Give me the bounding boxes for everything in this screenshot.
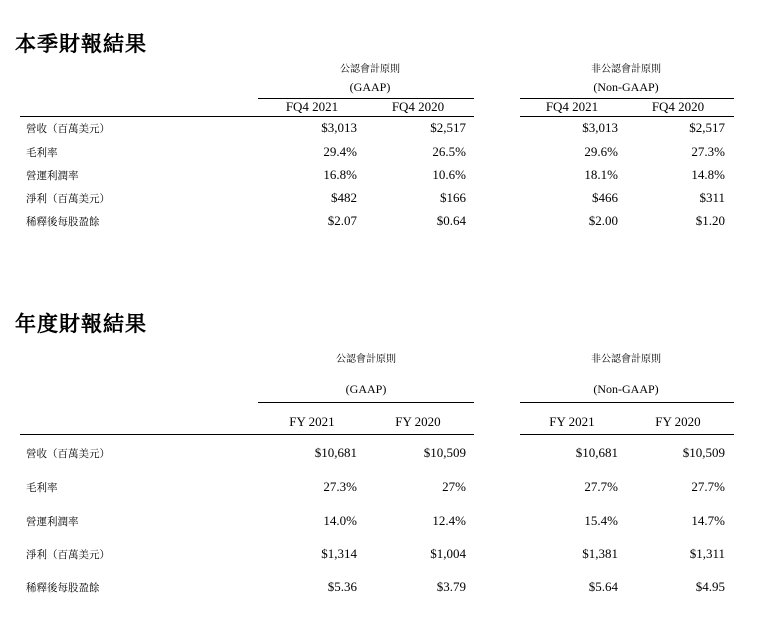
nongaap-label-cn: 非公認會計原則 [591,64,661,75]
column-header: FQ4 2020 [391,99,445,114]
gaap-label: (GAAP) [345,382,387,396]
row-label: 營收（百萬美元） [26,448,110,460]
table-cell: $0.64 [436,213,466,228]
table-cell: 10.6% [432,167,466,182]
table-cell: $1,314 [321,546,357,561]
table-cell: 16.8% [323,167,357,182]
table-cell: $5.64 [588,579,618,594]
row-label: 營收（百萬美元） [26,123,110,135]
table-cell: 14.7% [691,513,725,528]
table-cell: $4.95 [695,579,725,594]
table-rule [520,434,734,435]
column-header: FQ4 2021 [285,99,339,114]
table-cell: 27.7% [691,479,725,494]
column-header: FQ4 2021 [545,99,599,114]
table-rule [520,116,734,117]
table-cell: 27.3% [323,479,357,494]
table-cell: $1,311 [689,546,725,561]
table-cell: 12.4% [432,513,466,528]
table-rule [20,434,474,435]
column-header: FY 2020 [395,414,441,429]
gaap-label: (GAAP) [349,80,391,94]
row-label: 營運利潤率 [26,516,79,528]
quarterly-results-section [0,0,768,300]
column-header: FY 2021 [289,414,335,429]
row-label: 稀釋後每股盈餘 [26,216,100,228]
table-cell: $1.20 [695,213,725,228]
column-header: FQ4 2020 [651,99,705,114]
table-cell: $10,681 [314,445,357,460]
table-cell: $3,013 [321,120,357,135]
table-cell: $5.36 [327,579,357,594]
table-cell: $10,681 [575,445,618,460]
annual-results-section [0,296,768,617]
row-label: 毛利率 [26,482,58,494]
nongaap-label: (Non-GAAP) [593,80,659,94]
nongaap-label: (Non-GAAP) [593,382,659,396]
table-cell: 26.5% [432,144,466,159]
quarterly-title: 本季財報結果 [15,31,147,56]
table-cell: $466 [592,190,618,205]
row-label: 營運利潤率 [26,170,79,182]
table-cell: $2.07 [327,213,357,228]
row-label: 稀釋後每股盈餘 [26,582,100,594]
table-cell: $10,509 [682,445,725,460]
table-cell: $1,381 [582,546,618,561]
row-label: 淨利（百萬美元） [26,549,110,561]
table-cell: $2.00 [588,213,618,228]
table-cell: $3,013 [582,120,618,135]
table-cell: $3.79 [436,579,466,594]
table-cell: 29.4% [323,144,357,159]
gaap-label-cn: 公認會計原則 [340,64,400,75]
table-cell: 29.6% [584,144,618,159]
gaap-header-rule [258,402,474,403]
nongaap-header-rule [520,402,734,403]
table-cell: 14.0% [323,513,357,528]
table-cell: $10,509 [423,445,466,460]
row-label: 毛利率 [26,147,58,159]
row-label: 淨利（百萬美元） [26,193,110,205]
table-cell: $166 [440,190,466,205]
table-cell: $311 [699,190,725,205]
column-header: FY 2020 [655,414,701,429]
column-header: FY 2021 [549,414,595,429]
annual-title: 年度財報結果 [15,311,147,336]
table-cell: 27.3% [691,144,725,159]
table-cell: 27% [442,479,466,494]
table-cell: $2,517 [430,120,466,135]
gaap-label-cn: 公認會計原則 [336,354,396,365]
table-cell: 18.1% [584,167,618,182]
table-cell: $482 [331,190,357,205]
table-cell: 15.4% [584,513,618,528]
table-cell: $1,004 [430,546,466,561]
table-cell: $2,517 [689,120,725,135]
table-cell: 14.8% [691,167,725,182]
table-cell: 27.7% [584,479,618,494]
table-rule [20,116,474,117]
nongaap-label-cn: 非公認會計原則 [591,354,661,365]
